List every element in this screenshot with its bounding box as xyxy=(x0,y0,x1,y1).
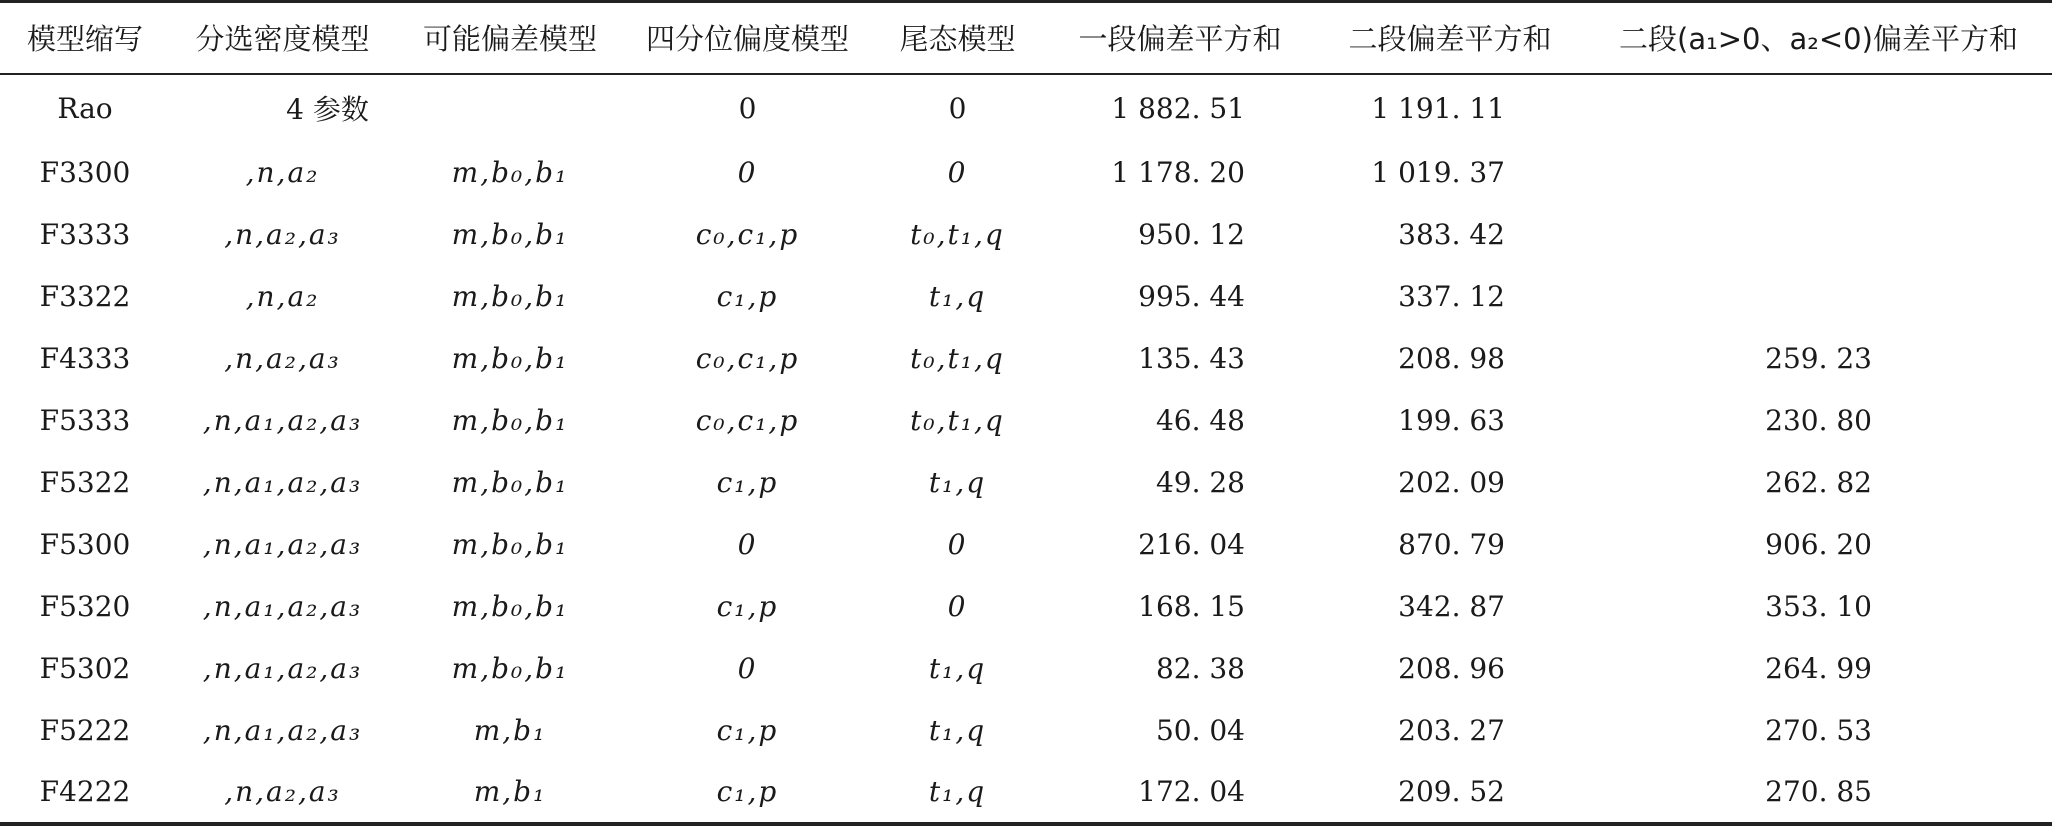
cell-bias: m,b₁ xyxy=(473,714,547,747)
table-header xyxy=(0,2,2052,74)
cell-sum1: 82. 38 xyxy=(1155,652,1245,685)
cell-sum2: 199. 63 xyxy=(1398,404,1505,437)
header-density-model: 分选密度模型 xyxy=(170,2,395,74)
cell-sum2: 870. 79 xyxy=(1398,528,1505,561)
cell-tail: t₁,q xyxy=(870,762,1045,824)
cell-sum1: 46. 48 xyxy=(1155,404,1245,437)
table-row xyxy=(0,452,2052,514)
cell-sum1: 995. 44 xyxy=(1138,280,1245,313)
cell-tail: 0 xyxy=(947,156,968,189)
cell-sum2: 209. 52 xyxy=(1315,762,1585,824)
cell-sum3: 270. 85 xyxy=(1585,762,2052,824)
cell-sum1: 49. 28 xyxy=(1155,466,1245,499)
cell-density: ,n,a₂,a₃ xyxy=(224,218,341,251)
cell-abbr: F5322 xyxy=(39,466,131,499)
cell-tail: t₀,t₁,q xyxy=(910,218,1005,251)
header-model-abbr: 模型缩写 xyxy=(0,2,170,74)
cell-density: ,n,a₁,a₂,a₃ xyxy=(202,590,363,623)
cell-sum1: 135. 43 xyxy=(1138,342,1245,375)
cell-sum2: 202. 09 xyxy=(1398,466,1505,499)
cell-abbr: F3333 xyxy=(39,218,131,251)
cell-density: ,n,a₁,a₂,a₃ xyxy=(202,714,363,747)
cell-sum2: 1 019. 37 xyxy=(1371,156,1505,189)
cell-abbr: F4222 xyxy=(0,762,170,824)
cell-abbr: F5302 xyxy=(39,652,131,685)
cell-bias: m,b₀,b₁ xyxy=(451,404,569,437)
table-row-rao xyxy=(0,74,2052,142)
cell-quartile: 0 xyxy=(737,156,758,189)
cell-sum3: 264. 99 xyxy=(1765,652,1872,685)
cell-density: ,n,a₁,a₂,a₃ xyxy=(202,528,363,561)
cell-bias: m,b₀,b₁ xyxy=(451,280,569,313)
cell-tail: t₁,q xyxy=(928,652,987,685)
header-tail-model: 尾态模型 xyxy=(870,2,1045,74)
cell-params: 4 参数 xyxy=(286,93,369,126)
cell-quartile: c₁,p xyxy=(716,280,779,313)
table-row xyxy=(0,266,2052,328)
cell-sum1: 1 178. 20 xyxy=(1111,156,1245,189)
cell-tail: t₁,q xyxy=(928,714,987,747)
header-quartile-model: 四分位偏度模型 xyxy=(625,2,870,74)
header-bias-model: 可能偏差模型 xyxy=(395,2,625,74)
cell-sum2: 337. 12 xyxy=(1398,280,1505,313)
cell-quartile: 0 xyxy=(737,652,758,685)
cell-quartile: c₀,c₁,p xyxy=(695,218,800,251)
cell-quartile: c₁,p xyxy=(625,762,870,824)
cell-quartile: c₁,p xyxy=(716,714,779,747)
cell-abbr: Rao xyxy=(57,91,113,125)
cell-density: ,n,a₂,a₃ xyxy=(170,762,395,824)
header-sum-stage2-constrained: 二段(a₁>0、a₂<0)偏差平方和 xyxy=(1585,2,2052,74)
cell-tail: 0 xyxy=(948,91,967,125)
table-row xyxy=(0,390,2052,452)
table-row xyxy=(0,700,2052,762)
cell-sum3: 270. 53 xyxy=(1765,714,1872,747)
cell-density: ,n,a₁,a₂,a₃ xyxy=(202,466,363,499)
cell-sum3: 906. 20 xyxy=(1765,528,1872,561)
cell-bias: m,b₀,b₁ xyxy=(451,156,569,189)
cell-sum3 xyxy=(1585,266,2052,328)
header-row xyxy=(0,2,2052,74)
cell-tail: t₁,q xyxy=(928,466,987,499)
cell-bias: m,b₀,b₁ xyxy=(451,466,569,499)
cell-sum1: 950. 12 xyxy=(1138,218,1245,251)
cell-sum1: 172. 04 xyxy=(1045,762,1315,824)
table-row xyxy=(0,638,2052,700)
cell-bias: m,b₀,b₁ xyxy=(451,652,569,685)
cell-sum2: 208. 96 xyxy=(1398,652,1505,685)
cell-abbr: F5333 xyxy=(39,404,131,437)
cell-bias: m,b₀,b₁ xyxy=(451,218,569,251)
cell-sum2: 342. 87 xyxy=(1398,590,1505,623)
cell-sum3: 262. 82 xyxy=(1765,466,1872,499)
cell-abbr: F4333 xyxy=(39,342,131,375)
cell-tail: t₀,t₁,q xyxy=(910,342,1005,375)
header-sum-stage1: 一段偏差平方和 xyxy=(1045,2,1315,74)
cell-abbr: F5222 xyxy=(39,714,131,747)
cell-quartile: c₀,c₁,p xyxy=(695,404,800,437)
cell-bias: m,b₀,b₁ xyxy=(451,342,569,375)
cell-quartile: 0 xyxy=(737,528,758,561)
cell-abbr: F5300 xyxy=(39,528,131,561)
cell-quartile: c₁,p xyxy=(716,466,779,499)
table-row xyxy=(0,576,2052,638)
cell-tail: 0 xyxy=(947,528,968,561)
cell-sum3 xyxy=(1585,142,2052,204)
cell-density: ,n,a₂ xyxy=(245,280,320,313)
header-sum-stage2: 二段偏差平方和 xyxy=(1315,2,1585,74)
table-row xyxy=(0,204,2052,266)
cell-sum3 xyxy=(1585,74,2052,142)
cell-quartile: c₁,p xyxy=(716,590,779,623)
table-row xyxy=(0,328,2052,390)
cell-quartile: 0 xyxy=(738,91,757,125)
cell-sum3 xyxy=(1585,204,2052,266)
cell-tail: t₁,q xyxy=(928,280,987,313)
cell-density: ,n,a₁,a₂,a₃ xyxy=(202,652,363,685)
cell-sum3: 353. 10 xyxy=(1765,590,1872,623)
table-row xyxy=(0,514,2052,576)
cell-sum2: 208. 98 xyxy=(1398,342,1505,375)
cell-sum1: 1 882. 51 xyxy=(1111,91,1245,125)
cell-sum3: 230. 80 xyxy=(1765,404,1872,437)
cell-abbr: F3300 xyxy=(39,156,131,189)
cell-sum3: 259. 23 xyxy=(1765,342,1872,375)
table-row xyxy=(0,142,2052,204)
cell-sum1: 50. 04 xyxy=(1155,714,1245,747)
cell-quartile: c₀,c₁,p xyxy=(695,342,800,375)
cell-density: ,n,a₁,a₂,a₃ xyxy=(202,404,363,437)
table-body xyxy=(0,74,2052,824)
table-row xyxy=(0,762,2052,824)
cell-bias: m,b₀,b₁ xyxy=(451,528,569,561)
cell-density: ,n,a₂,a₃ xyxy=(224,342,341,375)
cell-sum1: 216. 04 xyxy=(1138,528,1245,561)
cell-abbr: F3322 xyxy=(39,280,131,313)
cell-tail: 0 xyxy=(947,590,968,623)
cell-tail: t₀,t₁,q xyxy=(910,404,1005,437)
cell-sum2: 1 191. 11 xyxy=(1371,91,1505,125)
cell-density: ,n,a₂ xyxy=(245,156,320,189)
cell-sum2: 203. 27 xyxy=(1398,714,1505,747)
cell-abbr: F5320 xyxy=(39,590,131,623)
cell-sum1: 168. 15 xyxy=(1138,590,1245,623)
cell-bias: m,b₀,b₁ xyxy=(451,590,569,623)
cell-bias: m,b₁ xyxy=(395,762,625,824)
cell-sum2: 383. 42 xyxy=(1398,218,1505,251)
